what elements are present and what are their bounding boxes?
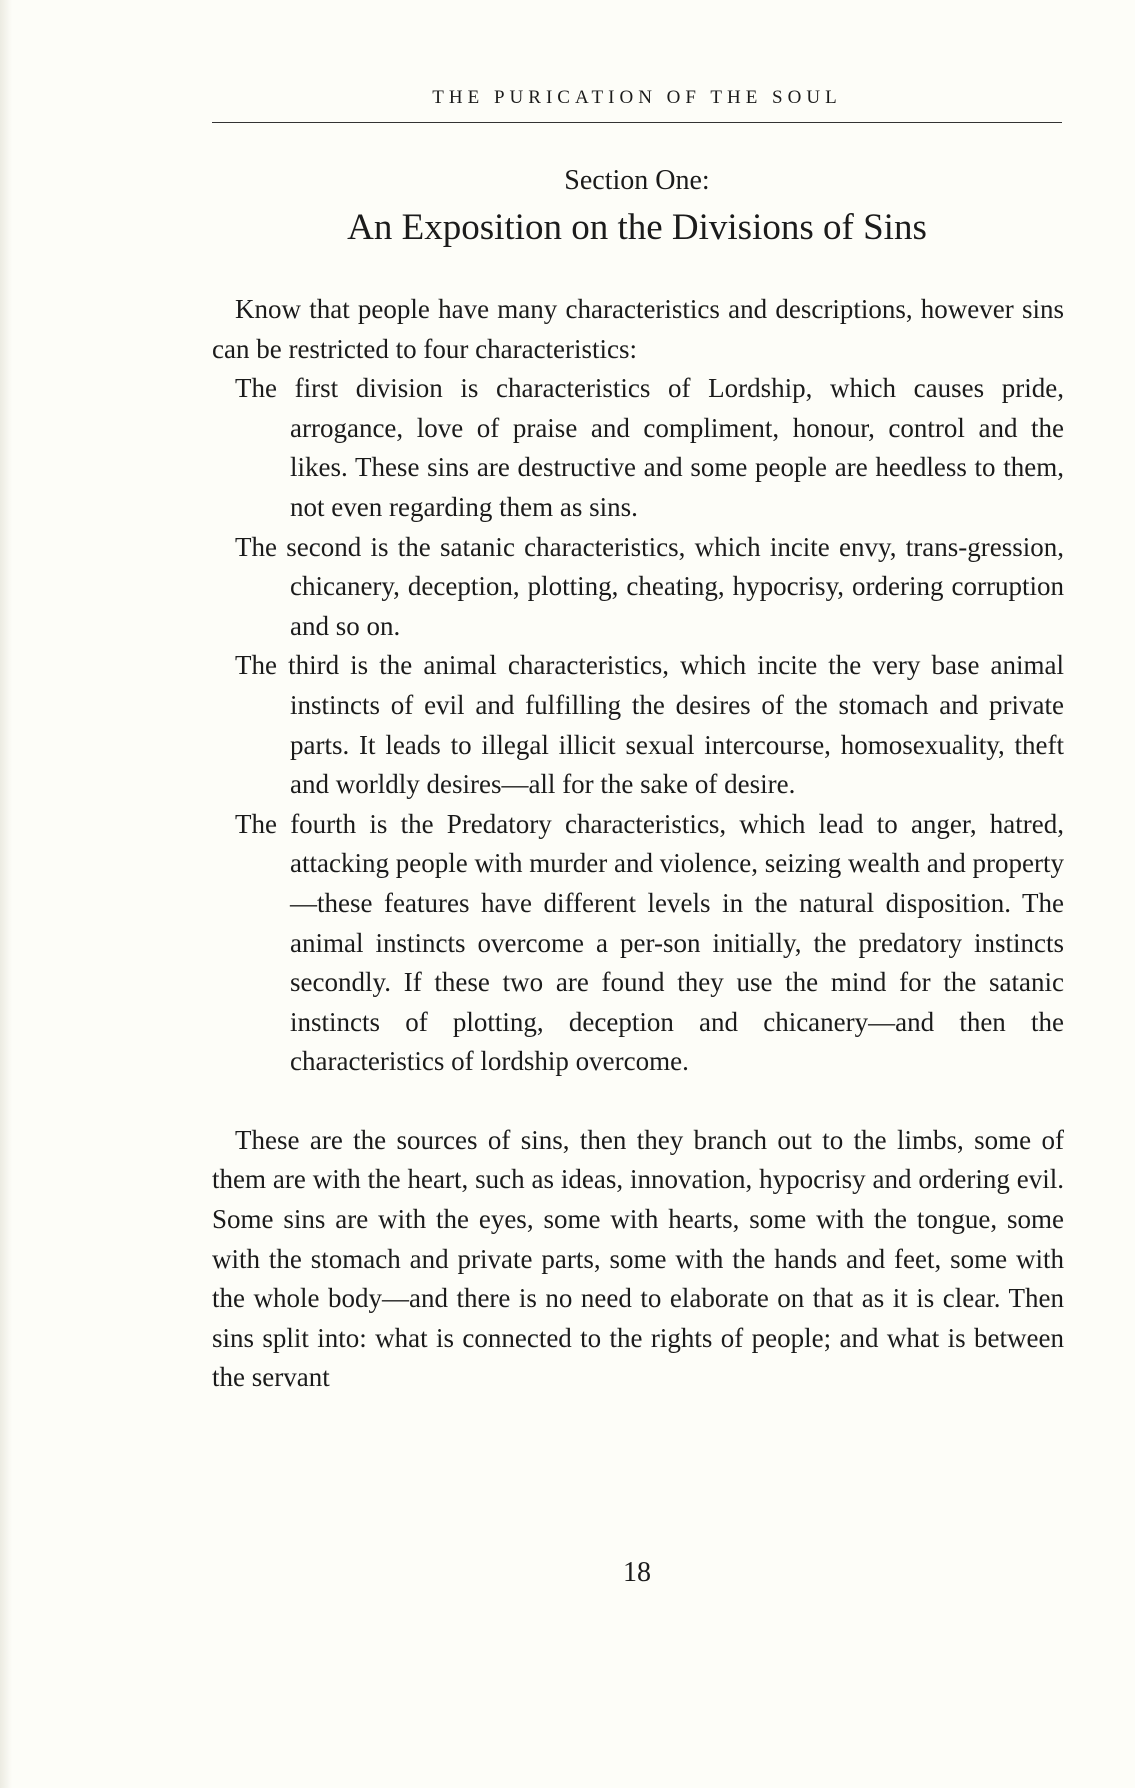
body-text bbox=[212, 290, 1064, 1398]
division-item-second: The second is the satanic characteristics, which incite envy, trans-gression, chicanery, deception, plotting, cheating, hypocrisy, ordering corruption and so on. bbox=[235, 531, 1064, 641]
header-rule bbox=[212, 122, 1062, 123]
page-number: 18 bbox=[623, 1557, 651, 1588]
section-label: Section One: bbox=[564, 165, 710, 196]
running-header: THE PURICATION OF THE SOUL bbox=[432, 87, 842, 108]
page-edge-shadow bbox=[0, 0, 12, 1788]
conclusion-paragraph: These are the sources of sins, then they branch out to the limbs, some of them are with the heart, such as ideas, innovation, hypocrisy and ordering evil. Some sins are with the eyes, some with hearts, some with the tongue, some with the stomach and private parts, some with the hands and feet, some with the whole body—and there is no need to elaborate on that as it is clear. Then sins split into: what is connected to the rights of people; and what is between the servant bbox=[212, 1124, 1064, 1393]
division-item-third: The third is the animal characteristics, which incite the very base animal instincts of evil and fulfilling the desires of the stomach and private parts. It leads to illegal illicit sexual intercourse, homosexuality, theft and worldly desires—all for the sake of desire. bbox=[235, 650, 1064, 800]
division-item-first: The first division is characteristics of Lordship, which causes pride, arrogance, love of praise and compliment, honour, control and the likes. These sins are destructive and some people are heedless to them, not even regarding them as sins. bbox=[235, 373, 1064, 522]
section-title: An Exposition on the Divisions of Sins bbox=[347, 207, 927, 248]
division-item-fourth: The fourth is the Predatory characteristics, which lead to anger, hatred, attacking people with murder and violence, seizing wealth and property—these features have different levels in the natural disposition. The animal instincts overcome a per-son initially, the predatory instincts secondly. If these two are found they use the mind for the satanic instincts of plotting, deception and chicanery—and then the characteristics of lordship overcome. bbox=[235, 808, 1064, 1077]
intro-paragraph: Know that people have many characteristics and descriptions, however sins can be restricted to four characteristics: bbox=[212, 294, 1064, 364]
